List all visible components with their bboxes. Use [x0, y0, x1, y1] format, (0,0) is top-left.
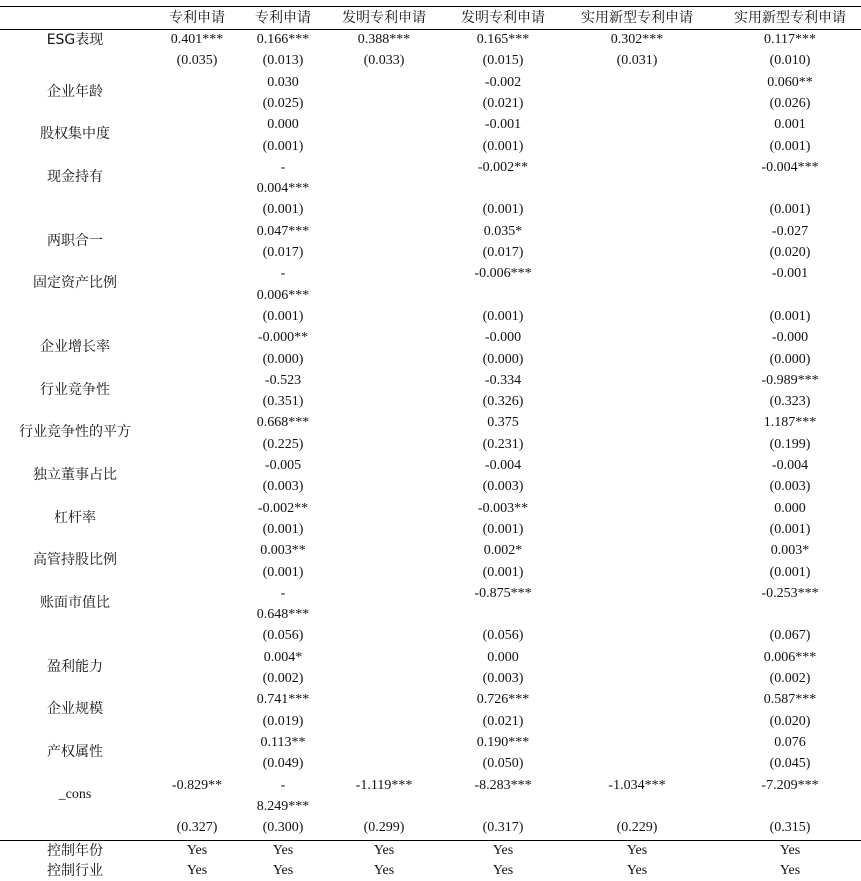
std-error-cell: (0.001): [262, 564, 304, 580]
column-header: 实用新型专利申请: [581, 10, 693, 26]
std-error-cell: (0.056): [482, 628, 524, 644]
std-error-cell: (0.003): [482, 671, 524, 686]
coefficient-cell: 0.030: [267, 74, 299, 90]
coefficient-cell: 0.726***: [476, 692, 530, 708]
coefficient-cell: 0.302***: [610, 32, 664, 47]
std-error-cell: (0.229): [616, 820, 658, 836]
std-error-cell: (0.021): [482, 95, 524, 111]
row-label: 行业竞争性的平方: [19, 424, 131, 441]
row-label: 企业年龄: [47, 83, 103, 100]
std-error-cell: (0.000): [262, 351, 304, 367]
coefficient-cell: -0.253***: [761, 585, 819, 601]
coefficient-cell: 0.006***: [763, 649, 817, 665]
coefficient-cell: 0.006***: [256, 287, 310, 303]
coefficient-cell: 0.004*: [263, 649, 303, 665]
coefficient-cell: 0.003**: [260, 543, 306, 559]
row-label: 账面市值比: [40, 594, 110, 611]
coefficient-cell: 1.187***: [763, 415, 817, 431]
coefficient-cell: -: [280, 266, 286, 282]
coefficient-cell: -0.002**: [477, 159, 529, 175]
coefficient-cell: 0.060**: [767, 74, 813, 90]
footer-value: Yes: [779, 863, 801, 878]
footer-value: Yes: [373, 843, 395, 858]
coefficient-cell: -0.006***: [474, 266, 532, 282]
std-error-cell: (0.001): [482, 521, 524, 537]
coefficient-cell: 0.401***: [170, 32, 224, 47]
coefficient-cell: 0.000: [774, 500, 806, 516]
row-label: 两职合一: [47, 232, 103, 249]
coefficient-cell: -0.002: [484, 74, 522, 90]
coefficient-cell: 0.047***: [256, 223, 310, 239]
coefficient-cell: -0.003**: [477, 500, 529, 516]
column-header: 发明专利申请: [342, 10, 426, 26]
std-error-cell: (0.002): [262, 671, 304, 686]
coefficient-cell: 0.741***: [256, 692, 310, 708]
std-error-cell: (0.351): [262, 394, 304, 410]
std-error-cell: (0.225): [262, 436, 304, 452]
coefficient-cell: -1.034***: [608, 777, 666, 793]
std-error-cell: (0.045): [769, 756, 811, 772]
std-error-cell: (0.013): [262, 53, 304, 69]
std-error-cell: (0.003): [769, 479, 811, 495]
coefficient-cell: 0.004***: [256, 181, 310, 197]
row-label: 企业增长率: [40, 339, 110, 356]
row-label: 现金持有: [47, 168, 103, 185]
coefficient-cell: -1.119***: [355, 777, 413, 793]
coefficient-cell: -8.283***: [474, 777, 532, 793]
coefficient-cell: 0.388***: [357, 32, 411, 47]
std-error-cell: (0.001): [769, 308, 811, 324]
row-label: 高管持股比例: [33, 552, 117, 569]
footer-label: 控制行业: [47, 863, 103, 879]
coefficient-cell: -0.989***: [761, 372, 819, 388]
std-error-cell: (0.049): [262, 756, 304, 772]
std-error-cell: (0.199): [769, 436, 811, 452]
coefficient-cell: 0.668***: [256, 415, 310, 431]
coefficient-cell: 0.165***: [476, 32, 530, 47]
std-error-cell: (0.001): [482, 564, 524, 580]
std-error-cell: (0.021): [482, 713, 524, 729]
footer-label: 控制年份: [47, 843, 103, 859]
std-error-cell: (0.001): [482, 308, 524, 324]
coefficient-cell: 0.190***: [476, 734, 530, 750]
std-error-cell: (0.003): [482, 479, 524, 495]
footer-value: Yes: [492, 843, 514, 858]
footer-value: Yes: [779, 843, 801, 858]
row-label: _cons: [58, 786, 92, 802]
coefficient-cell: -: [280, 777, 286, 793]
std-error-cell: (0.323): [769, 394, 811, 410]
std-error-cell: (0.003): [262, 479, 304, 495]
coefficient-cell: 0.113**: [260, 734, 306, 750]
coefficient-cell: -0.004: [771, 458, 809, 473]
std-error-cell: (0.327): [176, 820, 218, 836]
coefficient-cell: -0.829**: [171, 777, 223, 793]
coefficient-cell: -0.001: [484, 117, 522, 133]
std-error-cell: (0.010): [769, 53, 811, 69]
std-error-cell: (0.015): [482, 53, 524, 69]
coefficient-cell: -7.209***: [761, 777, 819, 793]
std-error-cell: (0.001): [482, 202, 524, 218]
table-rule: [0, 6, 861, 7]
footer-value: Yes: [492, 863, 514, 878]
std-error-cell: (0.031): [616, 53, 658, 69]
coefficient-cell: -0.523: [264, 372, 302, 388]
coefficient-cell: 0.076: [774, 734, 806, 750]
coefficient-cell: 0.003*: [770, 543, 810, 559]
std-error-cell: (0.001): [769, 521, 811, 537]
coefficient-cell: -: [280, 159, 286, 175]
coefficient-cell: 0.375: [487, 415, 519, 431]
std-error-cell: (0.067): [769, 628, 811, 644]
std-error-cell: (0.000): [482, 351, 524, 367]
footer-value: Yes: [626, 843, 648, 858]
coefficient-cell: -0.000: [484, 330, 522, 346]
coefficient-cell: -: [280, 585, 286, 601]
std-error-cell: (0.315): [769, 820, 811, 836]
coefficient-cell: 0.648***: [256, 607, 310, 623]
row-label: 独立董事占比: [33, 467, 117, 483]
coefficient-cell: 0.587***: [763, 692, 817, 708]
std-error-cell: (0.001): [769, 564, 811, 580]
std-error-cell: (0.033): [363, 53, 405, 69]
std-error-cell: (0.050): [482, 756, 524, 772]
std-error-cell: (0.000): [769, 351, 811, 367]
coefficient-cell: -0.334: [484, 372, 522, 388]
row-label: 盈利能力: [47, 658, 103, 675]
footer-value: Yes: [272, 863, 294, 878]
std-error-cell: (0.231): [482, 436, 524, 452]
column-header: 实用新型专利申请: [734, 10, 846, 26]
std-error-cell: (0.025): [262, 95, 304, 111]
footer-value: Yes: [186, 843, 208, 858]
row-label: ESG表现: [46, 32, 104, 48]
std-error-cell: (0.017): [482, 245, 524, 260]
coefficient-cell: -0.027: [771, 223, 809, 239]
std-error-cell: (0.017): [262, 245, 304, 260]
column-header: 专利申请: [169, 10, 225, 26]
coefficient-cell: -0.005: [264, 458, 302, 473]
coefficient-cell: -0.002**: [257, 500, 309, 516]
std-error-cell: (0.326): [482, 394, 524, 410]
std-error-cell: (0.020): [769, 245, 811, 260]
coefficient-cell: -0.875***: [474, 585, 532, 601]
std-error-cell: (0.020): [769, 713, 811, 729]
column-header: 发明专利申请: [461, 10, 545, 26]
std-error-cell: (0.001): [262, 202, 304, 218]
row-label: 固定资产比例: [33, 275, 117, 292]
coefficient-cell: -0.004***: [761, 159, 819, 175]
std-error-cell: (0.001): [482, 138, 524, 154]
coefficient-cell: -0.000: [771, 330, 809, 346]
std-error-cell: (0.317): [482, 820, 524, 836]
row-label: 企业规模: [47, 701, 103, 718]
row-label: 产权属性: [47, 743, 103, 760]
coefficient-cell: 8.249***: [256, 798, 310, 814]
std-error-cell: (0.300): [262, 820, 304, 836]
std-error-cell: (0.019): [262, 713, 304, 729]
coefficient-cell: 0.035*: [483, 223, 523, 239]
std-error-cell: (0.001): [262, 521, 304, 537]
footer-value: Yes: [373, 863, 395, 878]
footer-value: Yes: [186, 863, 208, 878]
std-error-cell: (0.299): [363, 820, 405, 836]
footer-value: Yes: [272, 843, 294, 858]
row-label: 股权集中度: [40, 126, 110, 143]
footer-value: Yes: [626, 863, 648, 878]
coefficient-cell: -0.000**: [257, 330, 309, 346]
std-error-cell: (0.001): [262, 138, 304, 154]
coefficient-cell: 0.002*: [483, 543, 523, 559]
coefficient-cell: 0.166***: [256, 32, 310, 47]
std-error-cell: (0.002): [769, 671, 811, 686]
std-error-cell: (0.001): [769, 138, 811, 154]
row-label: 杠杆率: [54, 509, 96, 526]
column-header: 专利申请: [255, 10, 311, 26]
coefficient-cell: 0.117***: [764, 32, 816, 47]
std-error-cell: (0.026): [769, 95, 811, 111]
row-label: 行业竞争性: [40, 381, 110, 398]
coefficient-cell: 0.000: [487, 649, 519, 665]
std-error-cell: (0.001): [262, 308, 304, 324]
std-error-cell: (0.056): [262, 628, 304, 644]
std-error-cell: (0.035): [176, 53, 218, 69]
std-error-cell: (0.001): [769, 202, 811, 218]
coefficient-cell: 0.000: [267, 117, 299, 133]
coefficient-cell: -0.001: [771, 266, 809, 282]
coefficient-cell: -0.004: [484, 458, 522, 473]
coefficient-cell: 0.001: [774, 117, 806, 133]
